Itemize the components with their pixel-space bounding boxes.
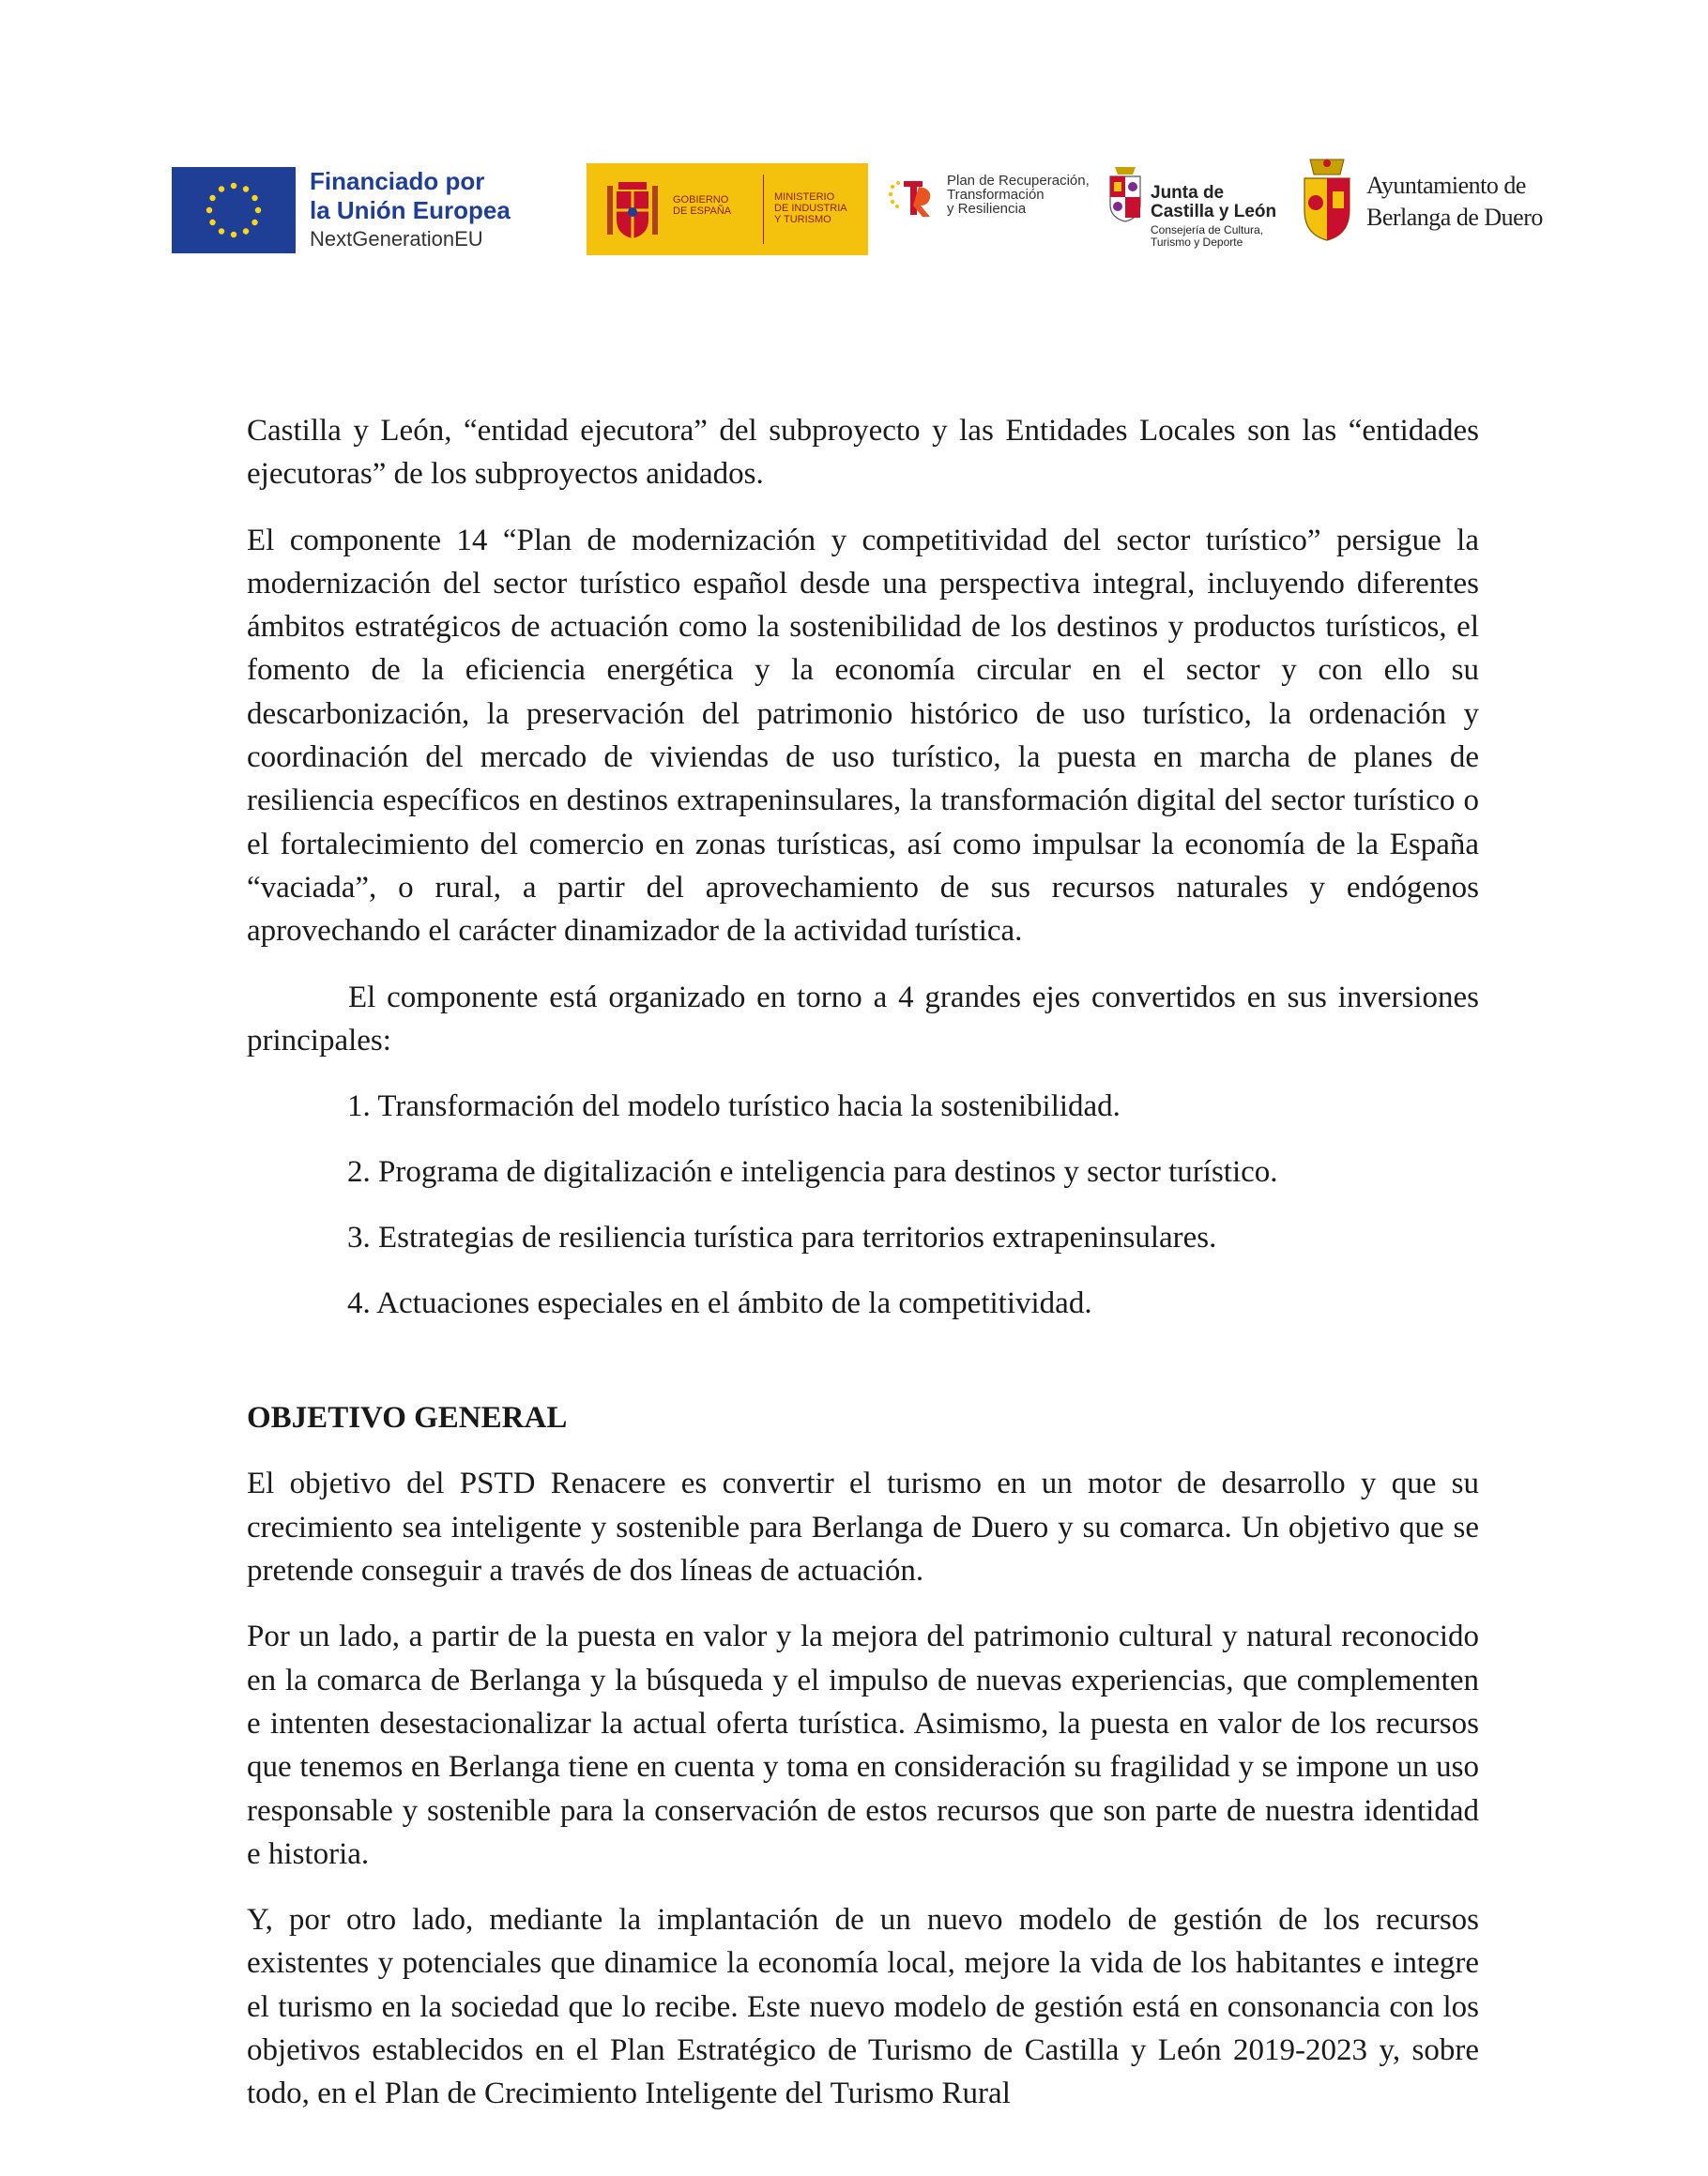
eu-line-3: NextGenerationEU xyxy=(310,227,483,251)
prtr-logo xyxy=(887,174,1090,219)
eu-funding-logo xyxy=(172,167,511,253)
investment-list xyxy=(247,1085,1479,1325)
ayuntamiento-logo xyxy=(1301,154,1543,250)
list-item: 3. Estrategias de resiliencia turística para territorios extrapeninsulares. xyxy=(347,1221,1217,1255)
junta-cyl-logo xyxy=(1107,163,1276,249)
paragraph-5: Por un lado, a partir de la puesta en valor y la mejora del patrimonio cultural y natural reconocido en la comarca de Berlanga y la búsqueda y el impulso de nuevas experiencias, que complementen e intenten desestacionalizar la actual oferta turística. Asimismo, la puesta en valor de los recursos que tenemos en Berlanga tiene en cuenta y toma en consideración su fragilidad y se impone un uso responsable y sostenible para la conservación de estos recursos que son parte de nuestra identidad e historia. xyxy=(247,1620,1479,1871)
prtr-line-2: Transformación xyxy=(947,187,1045,203)
paragraph-2: El componente 14 “Plan de modernización y competitividad del sector turístico” persigue la modernización del sector turístico español desde una perspectiva integral, incluyendo diferentes ámbitos estratégicos de actuación como la sostenibilidad de los destinos y productos turísticos, el fomento de la eficiencia energética y la economía circular en el sector y con ello su descarbonización, la preservación del patrimonio histórico de uso turístico, la ordenación y coordinación del mercado de viviendas de uso turístico, la puesta en marcha de planes de resiliencia específicos en destinos extrapeninsulares, la transformación digital del sector turístico o el fortalecimiento del comercio en zonas turísticas, así como impulsar la economía de la España “vaciada”, o rural, a partir del aprovechamiento de sus recursos naturales y endógenos aprovechando el carácter dinamizador de la actividad turística. xyxy=(247,523,1479,949)
eu-flag-icon xyxy=(172,167,296,253)
paragraph-6: Y, por otro lado, mediante la implantación de un nuevo modelo de gestión de los recursos existentes y potenciales que dinamice la economía local, mejore la vida de los habitantes e integre el turismo en la sociedad que lo recibe. Este nuevo modelo de gestión está en consonancia con los objetivos establecidos en el Plan Estratégico de Turismo de Castilla y León 2019-2023 y, sobre todo, en el Plan de Crecimiento Inteligente del Turismo Rural xyxy=(247,1903,1479,2111)
list-item: 1. Transformación del modelo turístico hacia la sostenibilidad. xyxy=(347,1089,1121,1124)
prtr-line-1: Plan de Recuperación, xyxy=(947,173,1090,189)
berlanga-coat-of-arms-icon xyxy=(1301,154,1353,250)
list-item: 2. Programa de digitalización e inteligencia para destinos y sector turístico. xyxy=(347,1155,1278,1190)
prtr-line-3: y Resiliencia xyxy=(947,201,1027,217)
paragraph-1: Castilla y León, “entidad ejecutora” del subproyecto y las Entidades Locales son las “entidades ejecutoras” de los subproyectos anidados. xyxy=(247,414,1479,492)
castilla-leon-shield-icon xyxy=(1107,163,1143,225)
section-heading: OBJETIVO GENERAL xyxy=(247,1401,568,1436)
junta-line-2: Castilla y León xyxy=(1151,202,1277,221)
eu-line-1: Financiado por xyxy=(310,167,485,195)
gobierno-espana-text: GOBIERNO DE ESPAÑA xyxy=(673,194,732,217)
spain-coat-of-arms-icon xyxy=(600,173,665,246)
list-item: 4. Actuaciones especiales en el ámbito de la competitividad. xyxy=(347,1286,1092,1321)
ministerio-text: MINISTERIO DE INDUSTRIA Y TURISMO xyxy=(774,191,847,225)
gobierno-divider xyxy=(763,175,764,244)
prtr-icon xyxy=(887,174,939,219)
junta-line-4: Turismo y Deporte xyxy=(1151,236,1243,249)
paragraph-4: El objetivo del PSTD Renacere es convertir el turismo en un motor de desarrollo y que su crecimiento sea inteligente y sostenible para Berlanga de Duero y su comarca. Un objetivo que se pretende conseguir a través de dos líneas de actuación. xyxy=(247,1467,1479,1589)
junta-line-1: Junta de xyxy=(1151,183,1225,203)
logo-header xyxy=(0,0,1708,282)
eu-line-2: la Unión Europea xyxy=(310,196,511,224)
gobierno-espana-logo xyxy=(587,163,868,255)
document-body xyxy=(247,409,1479,2116)
ayuntamiento-line-1: Ayuntamiento de xyxy=(1366,172,1526,199)
paragraph-3: El componente está organizado en torno a 4 grandes ejes convertidos en sus inversiones principales: xyxy=(247,980,1479,1058)
junta-line-3: Consejería de Cultura, xyxy=(1151,223,1264,236)
ayuntamiento-line-2: Berlanga de Duero xyxy=(1366,204,1543,231)
